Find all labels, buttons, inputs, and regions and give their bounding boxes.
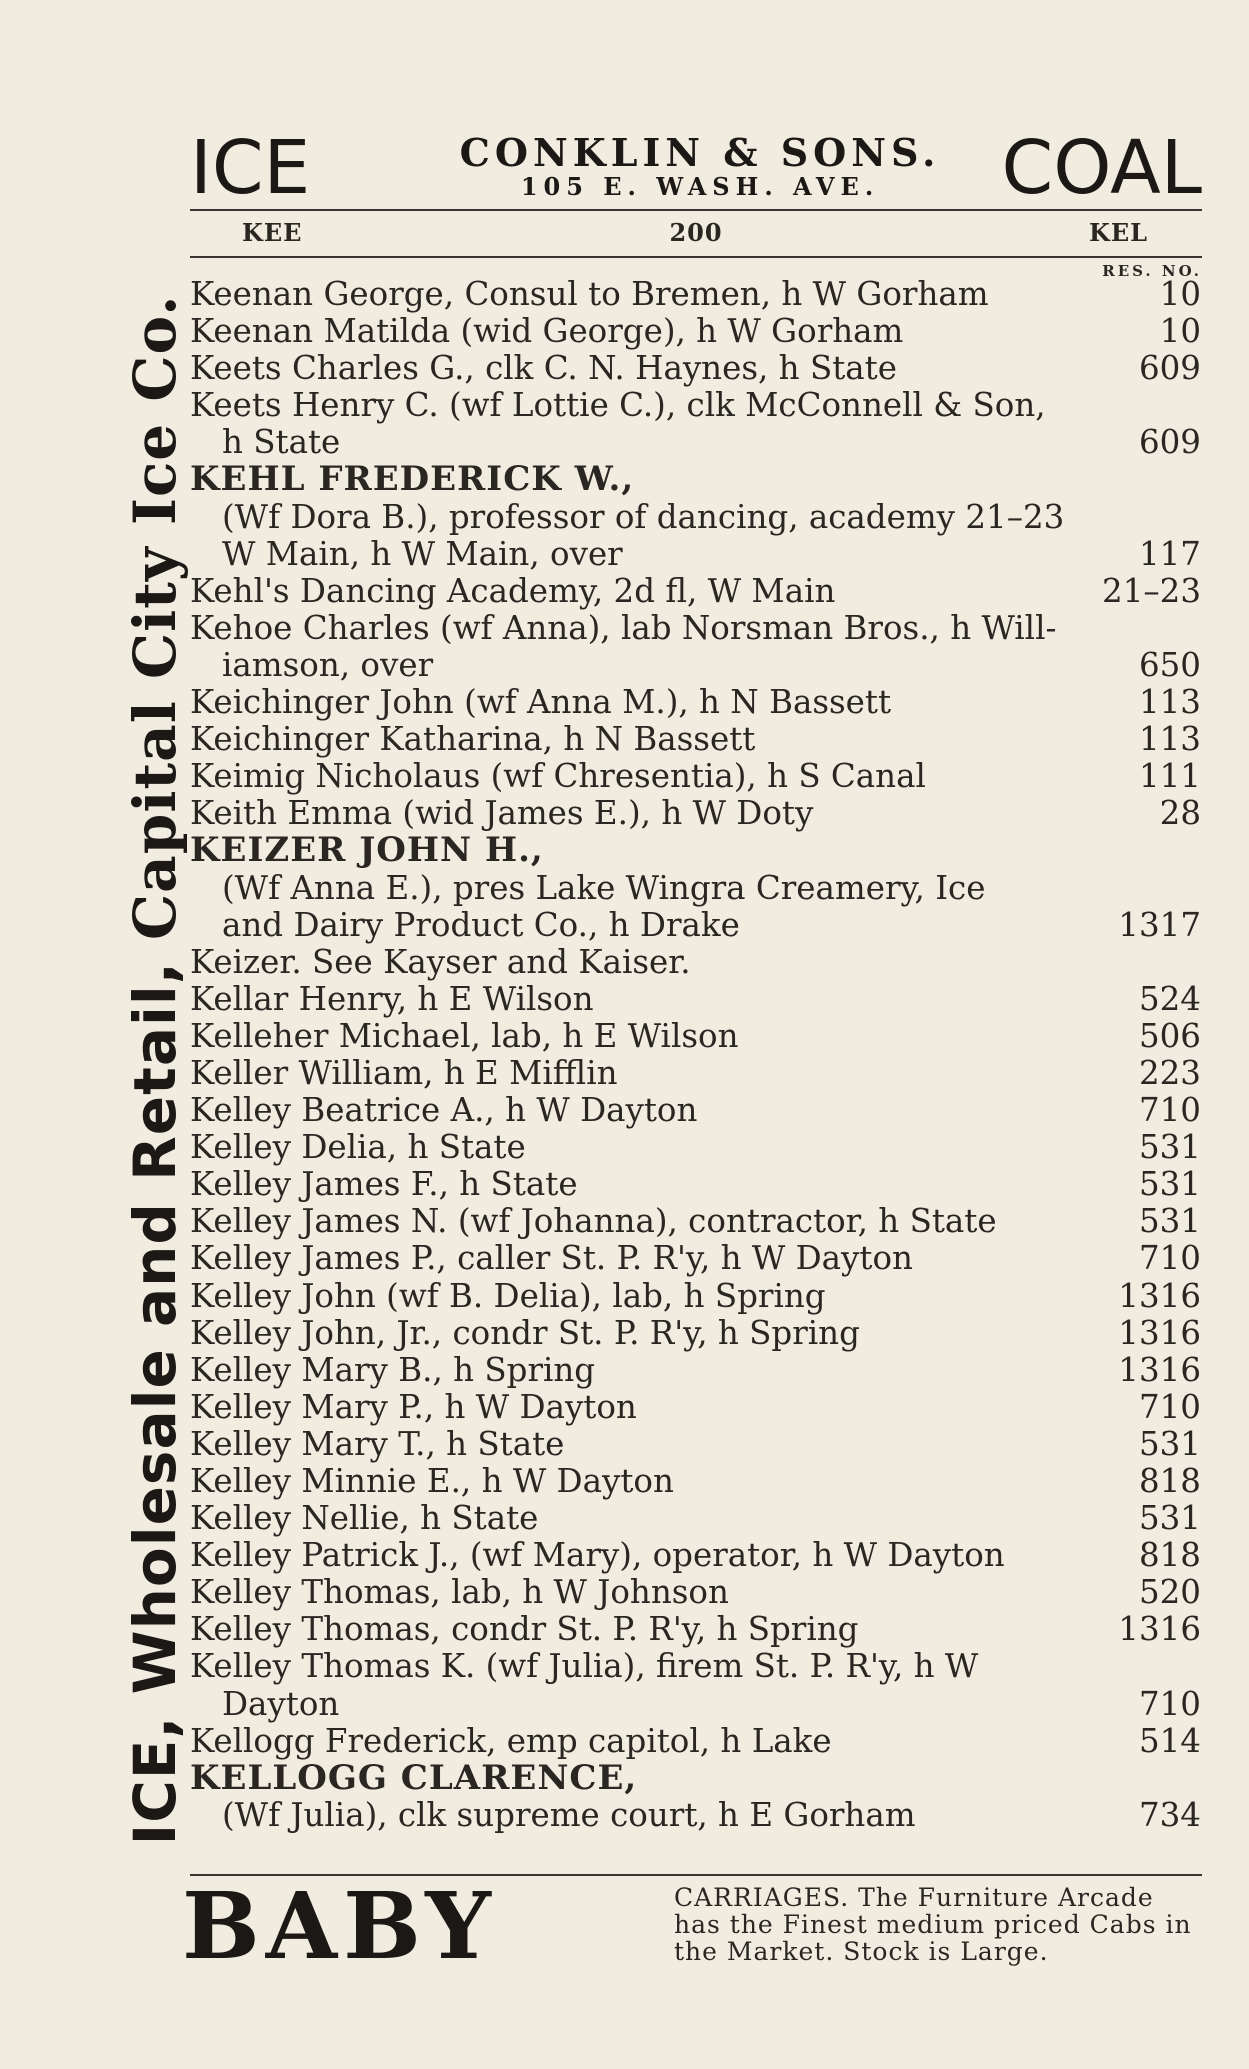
entry-line — [190, 1611, 1201, 1648]
directory-entry — [190, 832, 1201, 943]
entry-text: Kelley James P., caller St. P. R'y, h W Dayton — [190, 1239, 913, 1278]
directory-entry — [190, 944, 1201, 981]
entry-text: Kelley Minnie E., h W Dayton — [190, 1462, 674, 1500]
residence-number: 710 — [1138, 1684, 1201, 1723]
entry-text: h State — [222, 423, 341, 462]
entry-name-heading — [190, 461, 1201, 498]
entry-line — [190, 276, 1201, 313]
entry-text: Kelley Patrick J., (wf Mary), operator, h W Dayton — [190, 1536, 1005, 1575]
entry-line — [190, 1426, 1201, 1463]
header-right-word: COAL — [1001, 125, 1202, 211]
entry-text: W Main, h W Main, over — [222, 534, 623, 573]
entry-text: Dayton — [222, 1684, 340, 1723]
entry-line — [190, 1352, 1201, 1389]
entry-line — [190, 758, 1201, 795]
entry-line — [190, 870, 1201, 907]
entry-text: Kehl's Dancing Academy, 2d fl, W Main — [190, 571, 836, 610]
residence-number: 1316 — [1118, 1276, 1201, 1315]
entry-text: Keichinger Katharina, h N Bassett — [190, 720, 756, 759]
entry-line — [190, 350, 1201, 387]
entry-text: (Wf Dora B.), professor of dancing, academy 21–23 — [222, 497, 1065, 536]
residence-number: 514 — [1138, 1721, 1201, 1760]
entry-line — [190, 1500, 1201, 1537]
directory-entry — [190, 610, 1201, 684]
entry-text: (Wf Anna E.), pres Lake Wingra Creamery, Ice — [222, 868, 986, 907]
entry-text: Kelley Nellie, h State — [190, 1499, 539, 1538]
entry-line — [190, 1278, 1201, 1315]
entry-line — [190, 573, 1201, 610]
entry-line — [190, 1018, 1201, 1055]
directory-entry — [190, 1018, 1201, 1055]
directory-entry — [190, 1055, 1201, 1092]
entry-line — [190, 907, 1201, 944]
directory-entry — [190, 1389, 1201, 1426]
entry-text: Kelley Delia, h State — [190, 1128, 526, 1167]
entry-text: Kelley John, Jr., condr St. P. R'y, h Spring — [190, 1313, 860, 1352]
directory-entry — [190, 1352, 1201, 1389]
residence-number: 531 — [1138, 1499, 1201, 1538]
directory-entry — [190, 313, 1201, 350]
directory-entry — [190, 1611, 1201, 1648]
directory-entry — [190, 721, 1201, 758]
entry-text: Keets Henry C. (wf Lottie C.), clk McConnell & Son, — [190, 386, 1046, 425]
entry-line — [190, 721, 1201, 758]
residence-number: 710 — [1138, 1239, 1201, 1278]
running-head — [190, 218, 1202, 248]
entry-line — [190, 1797, 1201, 1834]
entry-line — [190, 1463, 1201, 1500]
footer-big-word: BABY — [182, 1872, 497, 1980]
residence-number: 818 — [1138, 1462, 1201, 1500]
residence-number: 1316 — [1118, 1313, 1201, 1352]
entry-text: Kellar Henry, h E Wilson — [190, 979, 594, 1018]
directory-entry — [190, 684, 1201, 721]
entry-text: Kelley Mary T., h State — [190, 1424, 565, 1463]
entry-line — [190, 795, 1201, 832]
entry-text: Kelley John (wf B. Delia), lab, h Spring — [190, 1276, 826, 1315]
residence-number: 223 — [1138, 1053, 1201, 1092]
residence-number: 1316 — [1118, 1610, 1201, 1649]
entry-line — [190, 536, 1201, 573]
residence-number: 710 — [1138, 1091, 1201, 1130]
footer-advertisement — [182, 1872, 1202, 1990]
directory-entry — [190, 1278, 1201, 1315]
residence-number: 710 — [1138, 1387, 1201, 1426]
entry-text: and Dairy Product Co., h Drake — [222, 905, 740, 944]
header-company-block — [360, 132, 1040, 200]
entry-text: Keenan Matilda (wid George), h W Gorham — [190, 312, 904, 351]
entry-text: Kelley Mary P., h W Dayton — [190, 1387, 637, 1426]
entry-text: Keenan George, Consul to Bremen, h W Gorham — [190, 275, 989, 313]
header-left-word: ICE — [190, 125, 311, 211]
directory-entry — [190, 1315, 1201, 1352]
header-address: 105 E. WASH. AVE. — [520, 172, 880, 201]
footer-text-line: CARRIAGES. The Furniture Arcade — [674, 1883, 1154, 1912]
residence-number: 650 — [1138, 645, 1201, 684]
entry-text: Keichinger John (wf Anna M.), h N Bassett — [190, 683, 892, 722]
residence-number: 524 — [1138, 979, 1201, 1018]
column-label: RES. NO. — [1102, 262, 1202, 280]
entry-text: Keizer. See Kayser and Kaiser. — [190, 942, 691, 981]
residence-number: 21–23 — [1102, 571, 1201, 610]
directory-listing — [190, 276, 1201, 1834]
entry-line — [190, 424, 1201, 461]
directory-entry — [190, 1203, 1201, 1240]
directory-entry — [190, 758, 1201, 795]
entry-text: KEIZER JOHN H., — [190, 830, 544, 871]
residence-number: 117 — [1138, 534, 1201, 573]
running-head-left: KEE — [242, 218, 303, 247]
entry-line — [190, 1574, 1201, 1611]
directory-entry — [190, 1574, 1201, 1611]
header-rule — [190, 209, 1202, 211]
residence-number: 609 — [1138, 349, 1201, 388]
entry-line — [190, 1723, 1201, 1760]
residence-number: 1316 — [1118, 1350, 1201, 1389]
residence-number: 531 — [1138, 1202, 1201, 1241]
residence-number: 531 — [1138, 1165, 1201, 1204]
entry-line — [190, 499, 1201, 536]
header-company: CONKLIN & SONS. — [459, 130, 941, 175]
residence-number: 113 — [1138, 683, 1201, 722]
entry-text: Keith Emma (wid James E.), h W Doty — [190, 794, 814, 833]
directory-entry — [190, 981, 1201, 1018]
directory-entry — [190, 573, 1201, 610]
entry-line — [190, 1315, 1201, 1352]
side-advertisement — [115, 130, 195, 2010]
entry-text: Keller William, h E Mifflin — [190, 1053, 618, 1092]
entry-text: Kelley Mary B., h Spring — [190, 1350, 596, 1389]
page-number: 200 — [669, 218, 723, 247]
entry-text: Kelley Thomas K. (wf Julia), firem St. P. R'y, h W — [190, 1647, 979, 1686]
residence-number: 10 — [1159, 312, 1201, 351]
residence-number: 10 — [1159, 275, 1201, 313]
entry-text: Keimig Nicholaus (wf Chresentia), h S Canal — [190, 757, 926, 796]
side-ad-text-2: Capital City Ice Co. — [121, 294, 189, 940]
entry-name-heading — [190, 832, 1201, 869]
entry-name-heading — [190, 1757, 1201, 1798]
entry-line — [190, 1389, 1201, 1426]
residence-number: 506 — [1138, 1016, 1201, 1055]
entry-line — [190, 1203, 1201, 1240]
directory-entry — [190, 1092, 1201, 1129]
residence-number: 113 — [1138, 720, 1201, 759]
entry-line — [190, 1166, 1201, 1203]
residence-number: 28 — [1159, 794, 1201, 833]
directory-entry — [190, 1648, 1201, 1722]
entry-line — [190, 1055, 1201, 1092]
entry-line — [190, 313, 1201, 350]
entry-line — [190, 610, 1201, 647]
directory-entry — [190, 276, 1201, 313]
page-header — [190, 125, 1202, 211]
entry-line — [190, 981, 1201, 1018]
entry-line — [190, 387, 1201, 424]
directory-entry — [190, 1426, 1201, 1463]
entry-text: Kelley James N. (wf Johanna), contractor, h State — [190, 1202, 997, 1241]
residence-number: 520 — [1138, 1573, 1201, 1612]
directory-entry — [190, 1757, 1201, 1834]
entry-text: Kelley Beatrice A., h W Dayton — [190, 1091, 698, 1130]
entry-line — [190, 1240, 1201, 1277]
entry-text: iamson, over — [222, 645, 434, 684]
entry-line — [190, 1648, 1201, 1685]
directory-entry — [190, 350, 1201, 387]
entry-line — [190, 944, 1201, 981]
side-ad-text-1: ICE, Wholesale and Retail, — [121, 961, 189, 1846]
directory-entry — [190, 461, 1201, 572]
directory-entry — [190, 387, 1201, 461]
footer-text-line: has the Finest medium priced Cabs in — [674, 1910, 1192, 1939]
residence-number: 531 — [1138, 1424, 1201, 1463]
entry-line — [190, 1129, 1201, 1166]
residence-number: 531 — [1138, 1128, 1201, 1167]
directory-entry — [190, 1463, 1201, 1500]
entry-text: Kelleher Michael, lab, h E Wilson — [190, 1016, 739, 1055]
entry-text: Keets Charles G., clk C. N. Haynes, h State — [190, 349, 897, 388]
entry-text: Kelley Thomas, condr St. P. R'y, h Spring — [190, 1610, 859, 1649]
directory-entry — [190, 1129, 1201, 1166]
entry-text: Kelley Thomas, lab, h W Johnson — [190, 1573, 729, 1612]
directory-entry — [190, 1723, 1201, 1760]
directory-entry — [190, 1166, 1201, 1203]
directory-entry — [190, 795, 1201, 832]
running-head-rule — [190, 256, 1202, 258]
entry-text: Kehoe Charles (wf Anna), lab Norsman Bros., h Will- — [190, 608, 1057, 647]
entry-line — [190, 1686, 1201, 1723]
directory-entry — [190, 1500, 1201, 1537]
footer-text — [674, 1884, 1200, 1965]
directory-entry — [190, 1537, 1201, 1574]
entry-text: Kelley James F., h State — [190, 1165, 578, 1204]
running-head-right: KEL — [1088, 218, 1148, 247]
entry-line — [190, 647, 1201, 684]
entry-text: Kellogg Frederick, emp capitol, h Lake — [190, 1721, 832, 1760]
residence-number: 1317 — [1118, 905, 1201, 944]
residence-number: 111 — [1138, 757, 1201, 796]
entry-line — [190, 684, 1201, 721]
entry-line — [190, 1537, 1201, 1574]
residence-number: 734 — [1138, 1795, 1201, 1834]
entry-text: KEHL FREDERICK W., — [190, 459, 635, 500]
entry-text: (Wf Julia), clk supreme court, h E Gorham — [222, 1795, 916, 1834]
directory-entry — [190, 1240, 1201, 1277]
footer-text-line: the Market. Stock is Large. — [674, 1937, 1049, 1966]
entry-text: KELLOGG CLARENCE, — [190, 1757, 638, 1798]
residence-number: 818 — [1138, 1536, 1201, 1575]
entry-line — [190, 1092, 1201, 1129]
residence-number: 609 — [1138, 423, 1201, 462]
